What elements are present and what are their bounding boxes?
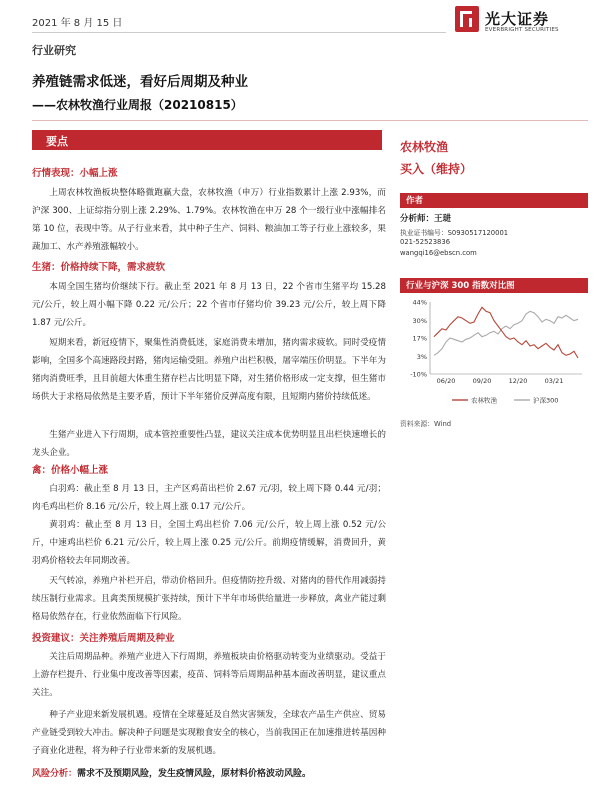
section-heading-hog: 生猪：价格持续下降，需求疲软 — [32, 262, 166, 273]
y-tick-label: 30% — [412, 317, 427, 326]
paragraph: 关注后周期品种。养殖产业进入下行周期，养殖板块由价格驱动转变为业绩驱动。受益于上游存栏提升、行业集中度改善等因素，疫苗、饲料等后周期品种基本面改善明显，建议重点关注。 — [32, 652, 386, 698]
chart-source: 资料来源：Wind — [400, 420, 452, 428]
paragraph: 种子产业迎来新发展机遇。疫情在全球蔓延及自然灾害频发，全球农产品生产供应、贸易产业链受到较大冲击。解决种子问题是实现粮食安全的核心，当前我国正在加速推进转基因种子商业化进程，将为种子行业带来新的发展机遇。 — [32, 710, 386, 756]
y-tick-label: 17% — [412, 334, 427, 343]
series-line — [434, 307, 578, 358]
paragraph: 天气转凉，养殖户补栏开启，带动价格回升。但疫情防控升级、对猪肉的替代作用减弱持续压制行业需求。且禽类预规模扩张持续，预计下半年市场供给量进一步释放，禽业产能过剩格局依然存在，行业依然面临下行风险。 — [32, 576, 386, 622]
x-tick-label: 03/21 — [544, 377, 564, 385]
email-address: wangqi16@ebscn.com — [400, 249, 477, 257]
phone-number: 021-52523836 — [400, 238, 451, 246]
industry-name: 农林牧渔 — [400, 140, 449, 154]
paragraph: 短期来看，新冠疫情下，聚集性消费低迷，家庭消费未增加，猪肉需求疲软。同时受疫情影响，全国多个高速路段封路，猪肉运输受阻。养殖户出栏积极，屠宰端压价明显。下半年为猪肉消费旺季，且目前超大体重生猪存栏占比明显下降，对生猪价格形成一定支撑，但生猪市场供大于求格局依然是主要矛盾，预计下半年猪价反弹高度有限，且短期内猪价持续低迷。 — [32, 338, 386, 402]
legend-label: 农林牧渔 — [471, 396, 497, 405]
report-category: 行业研究 — [32, 44, 76, 57]
report-date: 2021 年 8 月 15 日 — [32, 18, 123, 29]
chart-title: 行业与沪深 300 指数对比图 — [406, 281, 515, 291]
paragraph: 上周农林牧渔板块整体略微跑赢大盘，农林牧渔（申万）行业指数累计上涨 2.93%，而沪深 300、上证综指分别上涨 2.29%、1.79%。农林牧渔在申万 28 个一级行业中涨幅排名第 10 位，表现中等。从子行业来看，其中种子生产、饲料、粮油加工等子行业上涨较多，果蔬加工、水产养殖涨幅较小。 — [32, 188, 386, 252]
section-heading-poultry: 禽：价格小幅上涨 — [32, 465, 109, 476]
y-tick-label: 44% — [412, 298, 427, 307]
legend-label: 沪深300 — [533, 396, 559, 405]
risk-text: 需求不及预期风险，发生疫情风险，原材料价格波动风险。 — [77, 769, 312, 779]
risk-analysis — [32, 766, 392, 779]
header-divider — [32, 32, 446, 33]
paragraph: 本周全国生猪均价继续下行。截止至 2021 年 8 月 13 日，22 个省市生猪平均 15.28 元/公斤，较上周小幅下降 0.22 元/公斤；22 个省市仔猪均价 39.23 元/公斤，较上周下降 1.87 元/公斤。 — [32, 282, 386, 328]
comparison-line-chart — [400, 294, 588, 414]
logo-mark-icon — [455, 6, 479, 32]
x-tick-label: 09/20 — [472, 377, 492, 385]
key-points-bar — [32, 130, 382, 150]
report-title: 养殖链需求低迷，看好后周期及种业 — [32, 74, 248, 90]
section-heading-market: 行情表现：小幅上涨 — [32, 168, 118, 179]
author-bar — [400, 193, 588, 208]
company-logo — [455, 6, 587, 38]
analyst-name: 分析师：王琎 — [400, 214, 452, 224]
section-heading-investment: 投资建议：关注养殖后周期及种业 — [32, 633, 175, 644]
paragraph: 白羽鸡：截止至 8 月 13 日，主产区鸡苗出栏价 2.67 元/羽，较上周下降 0.44 元/羽；肉毛鸡出栏价 8.16 元/公斤，较上周上涨 0.17 元/公斤。 — [32, 484, 386, 512]
y-tick-label: 3% — [416, 353, 427, 362]
x-tick-label: 06/20 — [436, 377, 456, 385]
report-subtitle: ——农林牧渔行业周报（20210815） — [32, 98, 243, 112]
author-label: 作者 — [406, 196, 424, 206]
paragraph: 生猪产业进入下行周期，成本管控重要性凸显，建议关注成本优势明显且出栏快速增长的龙头企业。 — [32, 430, 386, 458]
series-line — [434, 311, 578, 355]
key-points-label: 要点 — [46, 135, 68, 148]
y-tick-label: -10% — [410, 370, 427, 379]
logo-text-cn: 光大证券 — [485, 10, 550, 28]
x-tick-label: 12/20 — [508, 377, 528, 385]
chart-title-bar — [400, 278, 588, 293]
paragraph: 黄羽鸡：截止至 8 月 13 日，全国土鸡出栏价 7.06 元/公斤，较上周上涨 0.52 元/公斤，中速鸡出栏价 6.21 元/公斤，较上周上涨 0.25 元/公斤。前期疫情缓解，消费回升，黄羽鸡价格较去年同期改善。 — [32, 520, 386, 566]
risk-label: 风险分析： — [32, 769, 78, 779]
title-divider — [32, 120, 588, 121]
investment-rating: 买入（维持） — [400, 162, 473, 176]
certificate-number: 执业证书编号：S0930517120001 — [400, 229, 509, 237]
logo-text-en: EVERBRIGHT SECURITIES — [485, 27, 559, 33]
